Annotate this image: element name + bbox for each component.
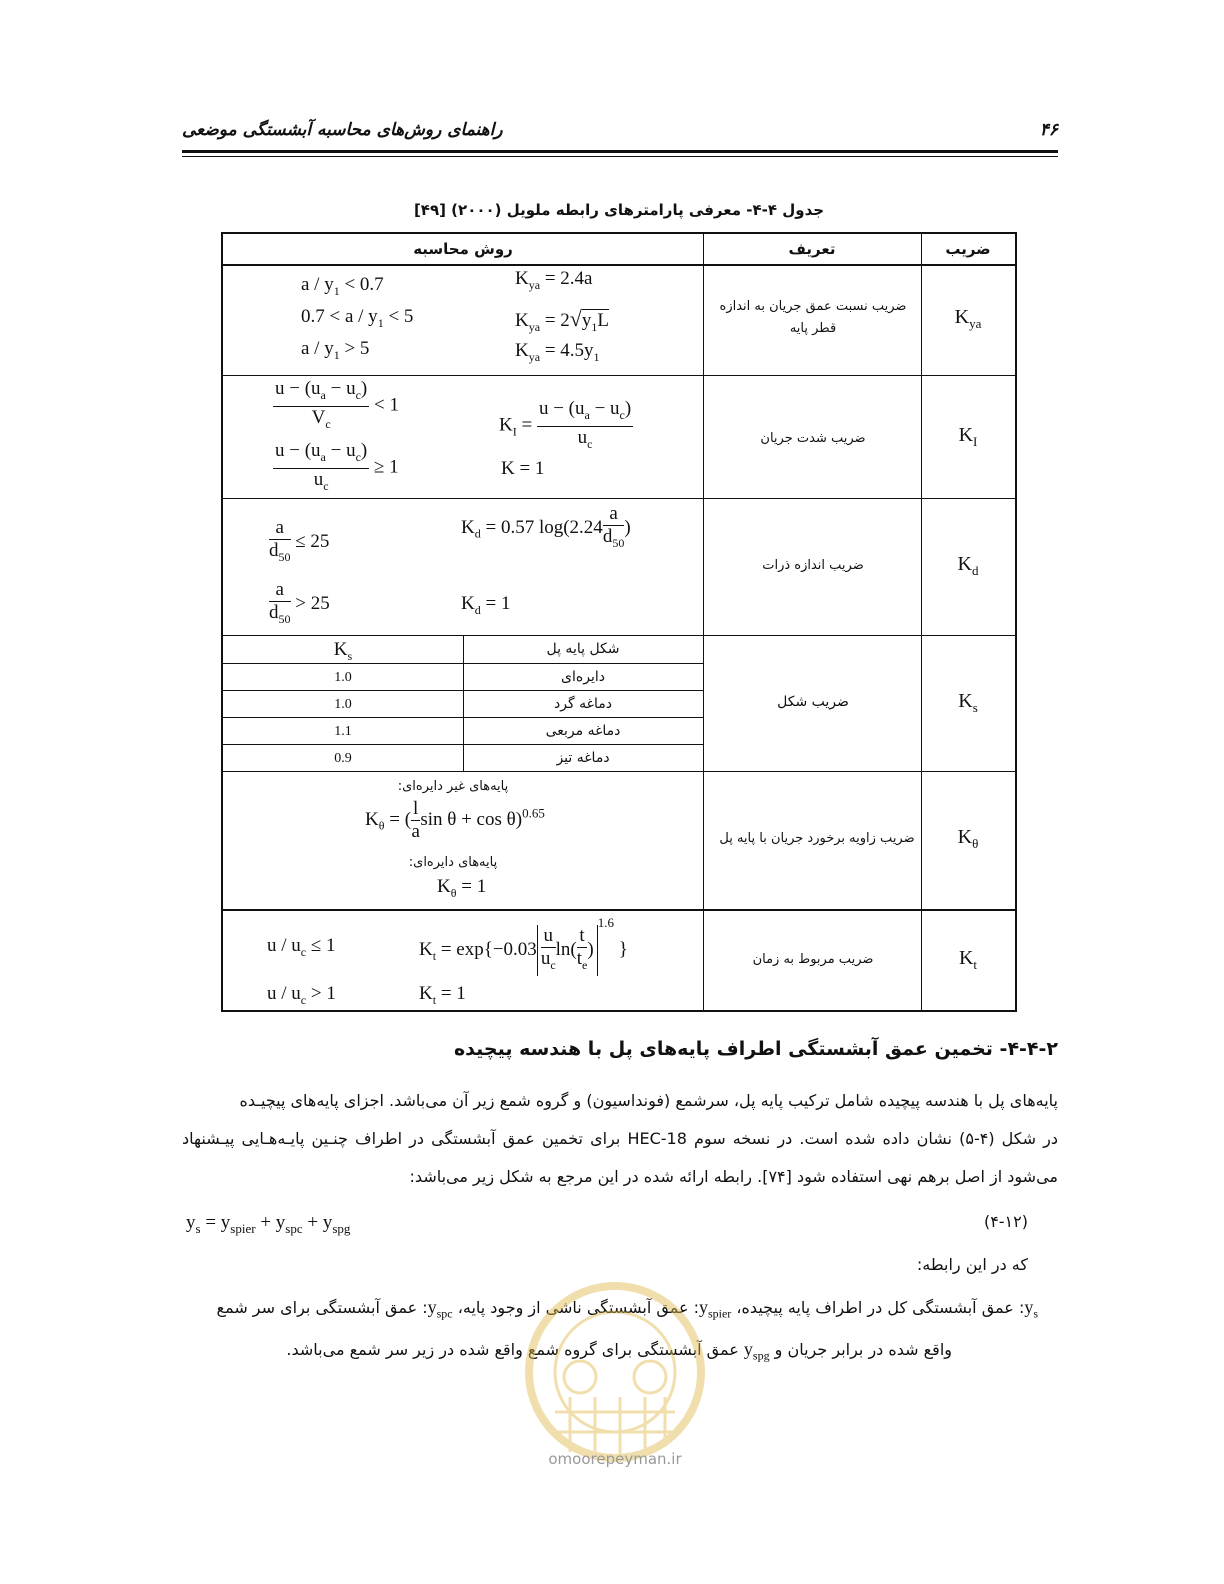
formula-kd-1: $K_d = 0.57$ log(2.24 $\frac{a}{d_{50}}$ ) [461, 503, 631, 550]
paragraph-line: در شکل (۴-۵) نشان داده شده است. در نسخه سوم HEC-18 برای تخمین عمق آبشستگی در اطراف چنـین پایـه‌هـایی پیـشنهاد [182, 1129, 1059, 1148]
header-method: روش محاسبه [413, 240, 513, 258]
label-circular: پایه‌های دایره‌ای: [408, 855, 498, 870]
formula-ki-1: $K_I$ = $\frac{u - (u_a - u_c)}{u_c}$ [499, 398, 632, 451]
shape-value: 0.9 [334, 751, 352, 766]
paragraph-line: می‌شود از اصل برهم نهی استفاده شود [۷۴]. رابطه ارائه شده در این مرجع به شکل زیر می‌باشد: [409, 1167, 1058, 1186]
definition-kd: ضریب اندازه ذرات [762, 558, 864, 573]
page-header [182, 118, 1058, 158]
header-coef: ضریب [945, 240, 991, 258]
cond-ki-1: $\frac{u - (u_a - u_c)}{V_c}$ < 1 [275, 378, 399, 431]
cond-kd-1: $\frac{a}{d_{50}}$ ≤ 25 [269, 517, 330, 564]
formula-kya-1: $K_{ya} = 2.4a$ [515, 268, 593, 292]
formula-kt-2: $K_t = 1$ [419, 983, 466, 1007]
running-title: راهنمای روش‌های محاسبه آبشستگی موضعی [182, 120, 503, 140]
definition-ks: ضریب شکل [777, 694, 849, 710]
symbol-kt: $K_t$ [958, 947, 978, 972]
cond-ki-2: $\frac{u - (u_a - u_c)}{u_c}$ ≥ 1 [275, 440, 399, 493]
shape-header-k: $K_s$ [333, 639, 353, 663]
shape-header-shape: شکل پایه پل [546, 641, 620, 657]
parameters-table [221, 232, 1017, 1012]
formula-kt-1: $K_t = \exp\{-0.03$ $\frac{u}{u_c}$ ln( $\frac{t}{t_e}$ )$^{1.6}$ } [419, 915, 628, 976]
table-row-ktheta [223, 771, 1015, 909]
shape-name: دماغه تیز [556, 750, 610, 766]
formula-kya-2: $K_{ya} = 2√y_1L$ [515, 306, 609, 334]
section-heading: ۴-۴-۲- تخمین عمق آبشستگی اطراف پایه‌های پل با هندسه پیچیده [453, 1038, 1058, 1060]
formula-kya-3: $K_{ya} = 4.5y_1$ [515, 340, 600, 364]
equation-number: (۴-۱۲) [983, 1212, 1028, 1231]
shape-row [223, 690, 703, 718]
table-row-kt [223, 909, 1015, 1012]
shape-row [223, 744, 703, 772]
where-label: که در این رابطه: [916, 1255, 1028, 1274]
cond-kt-2: $u / u_c > 1$ [267, 983, 336, 1007]
shape-name: دماغه مربعی [545, 723, 621, 739]
cond-kd-2: $\frac{a}{d_{50}}$ > 25 [269, 579, 330, 626]
table-row-ki [223, 375, 1015, 498]
shape-header-row [223, 636, 703, 663]
watermark-text: omoorepeyman.ir [548, 1450, 682, 1468]
header-rule-thick [182, 150, 1058, 153]
label-noncircular: پایه‌های غیر دایره‌ای: [397, 779, 509, 794]
cond-kya-1: $a / y_1 < 0.7$ [301, 274, 384, 298]
symbol-ktheta: $K_\theta$ [957, 826, 979, 851]
definition-ktheta: ضریب زاویه برخورد جریان با پایه پل [719, 831, 915, 846]
shape-value: 1.0 [334, 697, 352, 712]
definition-kya: ضریب نسبت عمق جریان به اندازه قطر پایه [719, 299, 907, 336]
symbol-ks: $K_s$ [958, 690, 978, 715]
formula-kd-2: $K_d = 1$ [461, 593, 511, 617]
definition-kt: ضریب مربوط به زمان [752, 952, 874, 967]
cond-kya-3: $a / y_1 > 5$ [301, 338, 370, 362]
formula-ktheta-1: $K_\theta$ = ( $\frac{l}{a}$ sin θ + cos θ)$^{0.65}$ [365, 798, 545, 842]
equation-4-12: $y_s = y_{spier} + y_{spc} + y_{spg}$ [186, 1212, 351, 1236]
definition-ki: ضریب شدت جریان [760, 431, 866, 446]
watermark-seal-icon [500, 1262, 730, 1482]
symbol-kya: $K_{ya}$ [954, 306, 982, 331]
cond-kt-1: $u / u_c \le 1$ [267, 935, 336, 959]
shape-name: دماغه گرد [554, 696, 612, 712]
table-row-kya [223, 264, 1015, 376]
paragraph-line: پایه‌های پل با هندسه پیچیده شامل ترکیب پایه پل، سرشمع (فونداسیون) و گروه شمع زیر آن می‌باشد. اجزای پایه‌های پیچیـده [239, 1091, 1058, 1110]
table-row-kd [223, 498, 1015, 635]
table-row-ks [223, 635, 1015, 771]
table-caption: جدول ۴-۴- معرفی پارامترهای رابطه ملویل (۲۰۰۰) [۴۹] [413, 201, 825, 219]
definitions-line-2: واقع شده در برابر جریان و $y_{spg}$ عمق آبشستگی برای گروه شمع واقع شده در زیر سر شمع می‌باشد. [286, 1339, 952, 1363]
shape-value: 1.1 [334, 724, 352, 739]
formula-ktheta-2: $K_\theta = 1$ [437, 876, 487, 900]
formula-ki-2: K = 1 [501, 458, 545, 479]
shape-row [223, 717, 703, 745]
shape-row [223, 663, 703, 691]
header-definition: تعریف [788, 240, 836, 258]
shape-value: 1.0 [334, 670, 352, 685]
header-rule-thin [182, 156, 1058, 157]
shape-name: دایره‌ای [561, 669, 605, 685]
cond-kya-2: $0.7 < a / y_1 < 5$ [301, 306, 414, 330]
symbol-ki: $K_I$ [958, 424, 978, 449]
definitions-line-1: $y_s$: عمق آبشستگی کل در اطراف پایه پیچیده، $y_{spier}$: عمق آبشستگی ناشی از وجود پایه، $y_{spc}$: عمق آبشستگی برای سر شمع [216, 1297, 1038, 1321]
symbol-kd: $K_d$ [957, 553, 979, 578]
page-number: ۴۶ [1039, 120, 1058, 140]
